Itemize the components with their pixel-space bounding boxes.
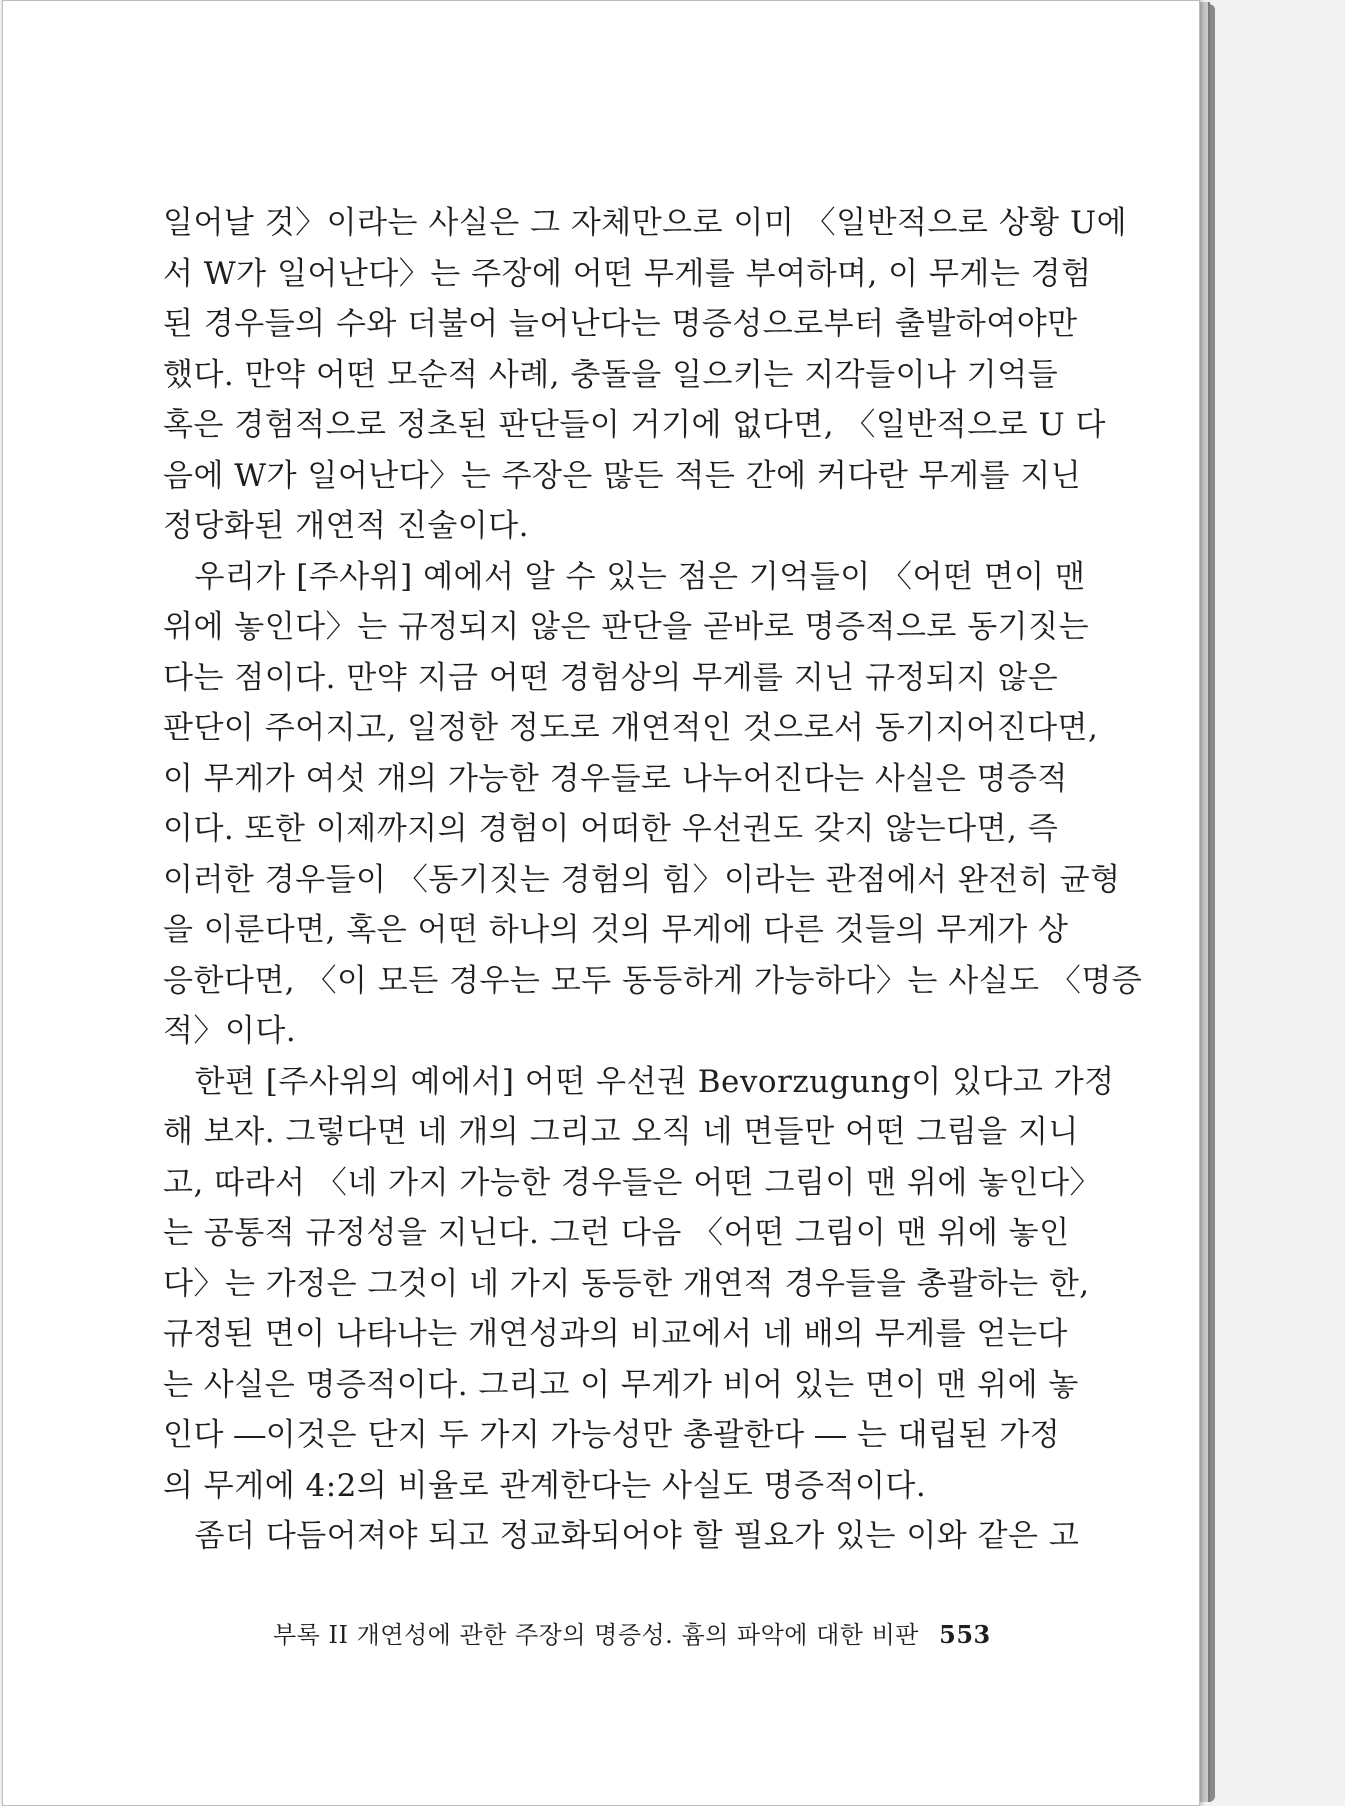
text-line: 된 경우들의 수와 더불어 늘어난다는 명증성으로부터 출발하여야만 (163, 306, 1078, 342)
text-line: 한편 [주사위의 예에서] 어떤 우선권 Bevorzugung이 있다고 가정 (163, 1063, 1115, 1100)
running-title: 부록 II 개연성에 관한 주장의 명증성. 흄의 파악에 대한 비판 (273, 1621, 919, 1649)
book-page (2, 0, 1200, 1806)
text-line: 는 사실은 명증적이다. 그리고 이 무게가 비어 있는 면이 맨 위에 놓 (163, 1366, 1079, 1403)
text-line: 고, 따라서 〈네 가지 가능한 경우들은 어떤 그림이 맨 위에 놓인다〉 (163, 1164, 1102, 1201)
text-line: 을 이룬다면, 혹은 어떤 하나의 것의 무게에 다른 것들의 무게가 상 (163, 912, 1069, 948)
page-footer (273, 1615, 997, 1650)
text-line: 했다. 만약 어떤 모순적 사례, 충돌을 일으키는 지각들이나 기억들 (163, 356, 1059, 393)
text-line: 우리가 [주사위] 예에서 알 수 있는 점은 기억들이 〈어떤 면이 맨 (163, 558, 1086, 595)
text-line: 인다 ―이것은 단지 두 가지 가능성만 총괄한다 ― 는 대립된 가정 (163, 1417, 1061, 1453)
text-line: 규정된 면이 나타나는 개연성과의 비교에서 네 배의 무게를 얻는다 (163, 1316, 1068, 1352)
text-line: 는 공통적 규정성을 지닌다. 그런 다음 〈어떤 그림이 맨 위에 놓인 (163, 1215, 1070, 1251)
text-line: 적〉이다. (163, 1013, 297, 1049)
text-line: 이러한 경우들이 〈동기짓는 경험의 힘〉이라는 관점에서 완전히 균형 (163, 861, 1121, 898)
text-line: 좀더 다듬어져야 되고 정교화되어야 할 필요가 있는 이와 같은 고 (163, 1518, 1080, 1554)
text-line: 일어날 것〉이라는 사실은 그 자체만으로 이미 〈일반적으로 상황 U에 (163, 205, 1128, 241)
text-line: 서 W가 일어난다〉는 주장에 어떤 무게를 부여하며, 이 무게는 경험 (163, 255, 1092, 292)
text-line: 판단이 주어지고, 일정한 정도로 개연적인 것으로서 동기지어진다면, (163, 710, 1099, 746)
text-line: 음에 W가 일어난다〉는 주장은 많든 적든 간에 커다란 무게를 지닌 (163, 457, 1082, 494)
text-line: 다〉는 가정은 그것이 네 가지 동등한 개연적 경우들을 총괄하는 한, (163, 1265, 1090, 1302)
text-line: 이 무게가 여섯 개의 가능한 경우들로 나누어진다는 사실은 명증적 (163, 760, 1068, 797)
text-line: 이다. 또한 이제까지의 경험이 어떠한 우선권도 갖지 않는다면, 즉 (163, 811, 1059, 847)
body-text (163, 198, 1143, 1562)
text-line: 해 보자. 그렇다면 네 개의 그리고 오직 네 면들만 어떤 그림을 지니 (163, 1114, 1079, 1150)
text-line: 정당화된 개연적 진술이다. (163, 508, 529, 544)
text-line: 응한다면, 〈이 모든 경우는 모두 동등하게 가능하다〉는 사실도 〈명증 (163, 962, 1143, 999)
text-line: 혹은 경험적으로 정초된 판단들이 거기에 없다면, 〈일반적으로 U 다 (163, 407, 1106, 443)
text-line: 위에 놓인다〉는 규정되지 않은 판단을 곧바로 명증적으로 동기짓는 (163, 609, 1090, 645)
page-number: 553 (939, 1620, 991, 1649)
text-line: 다는 점이다. 만약 지금 어떤 경험상의 무게를 지닌 규정되지 않은 (163, 659, 1059, 696)
text-line: 의 무게에 4:2의 비율로 관계한다는 사실도 명증적이다. (163, 1467, 927, 1504)
